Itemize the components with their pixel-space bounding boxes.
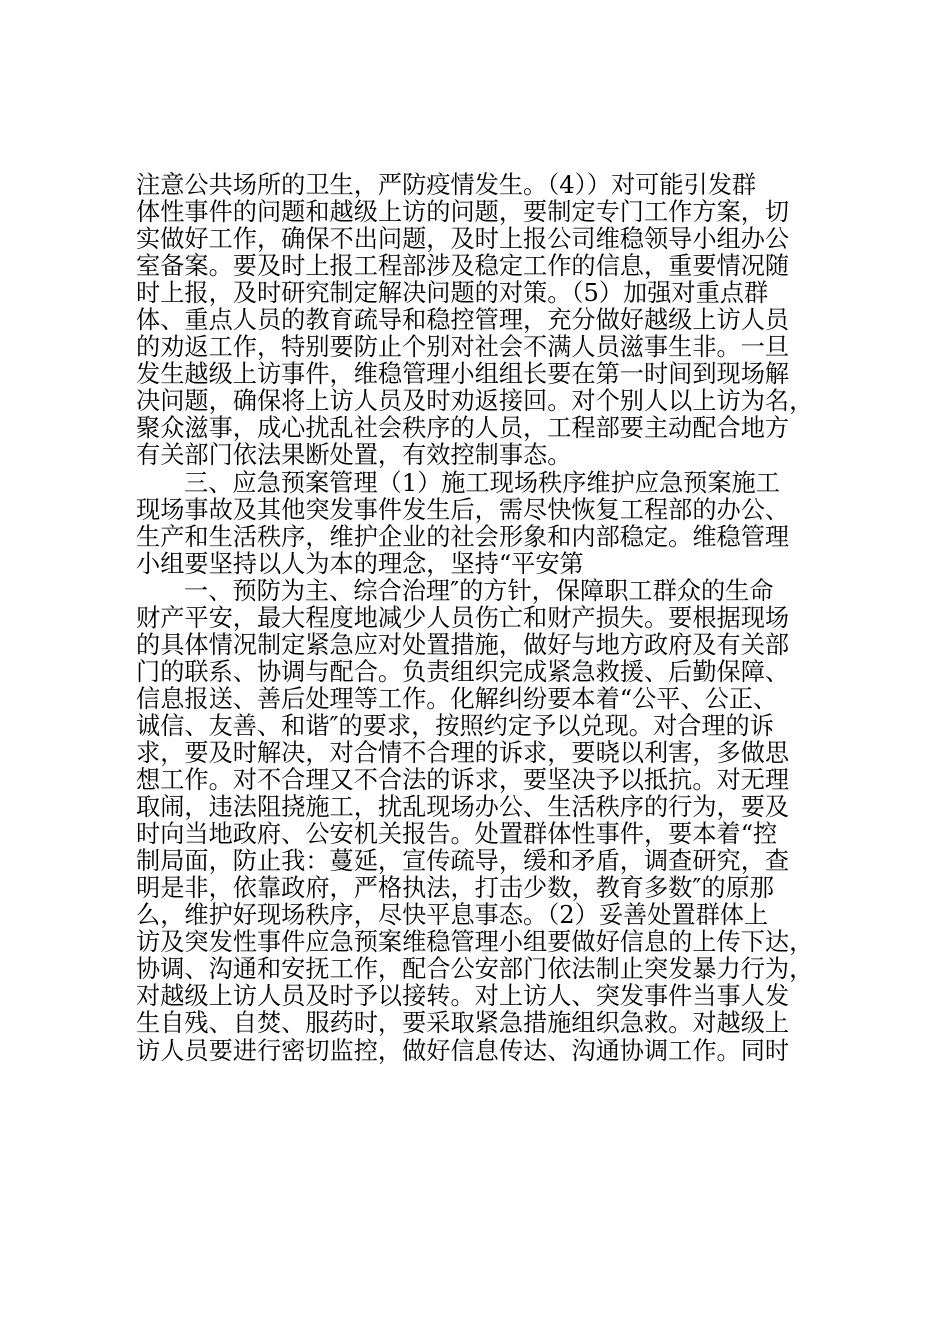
paragraph-start-line: 一、预防为主、综合治理″的方针，保障职工群众的生命 bbox=[184, 576, 774, 605]
text-line: 财产平安，最大程度地减少人员伤亡和财产损失。要根据现场 bbox=[136, 603, 790, 632]
text-line: 体、重点人员的教育疏导和稳控管理，充分做好越级上访人员 bbox=[136, 306, 790, 335]
text-line: 聚众滋事，成心扰乱社会秩序的人员，工程部要主动配合地方 bbox=[136, 414, 790, 443]
text-line: 时上报，及时研究制定解决问题的对策。（5）加强对重点群 bbox=[136, 279, 769, 308]
text-line: 协调、沟通和安抚工作，配合公安部门依法制止突发暴力行为， bbox=[136, 955, 814, 984]
text-line: 决问题，确保将上访人员及时劝返接回。对个别人以上访为名， bbox=[136, 387, 814, 416]
text-line: 发生越级上访事件，维稳管理小组组长要在第一时间到现场解 bbox=[136, 360, 790, 389]
text-line: 制局面，防止我：蔓延，宣传疏导，缓和矛盾，调查研究，查 bbox=[136, 847, 790, 876]
section-heading-line: 三、应急预案管理（1）施工现场秩序维护应急预案施工 bbox=[184, 468, 780, 497]
text-line: 时向当地政府、公安机关报告。处置群体性事件，要本着“控 bbox=[136, 820, 778, 849]
text-line: 取闹，违法阻挠施工，扰乱现场办公、生活秩序的行为，要及 bbox=[136, 793, 790, 822]
text-line: 生产和生活秩序，维护企业的社会形象和内部稳定。维稳管理 bbox=[136, 522, 790, 551]
text-line: 对越级上访人员及时予以接转。对上访人、突发事件当事人发 bbox=[136, 982, 790, 1011]
text-line: 访人员要进行密切监控，做好信息传达、沟通协调工作。同时 bbox=[136, 1036, 790, 1065]
text-line: 的劝返工作，特别要防止个别对社会不满人员滋事生非。一旦 bbox=[136, 333, 790, 362]
text-line: 想工作。对不合理又不合法的诉求，要坚决予以抵抗。对无理 bbox=[136, 766, 790, 795]
text-line: 室备案。要及时上报工程部涉及稳定工作的信息，重要情况随 bbox=[136, 252, 790, 281]
text-line: 体性事件的问题和越级上访的问题，要制定专门工作方案，切 bbox=[136, 198, 790, 227]
text-line: 明是非，依靠政府，严格执法，打击少数，教育多数″的原那 bbox=[136, 874, 774, 903]
body-text bbox=[136, 172, 836, 1065]
text-line: 有关部门依法果断处置，有效控制事态。 bbox=[136, 441, 572, 470]
text-line: 注意公共场所的卫生，严防疫情发生。（4））对可能引发群 bbox=[136, 171, 757, 199]
text-line: 现场事故及其他突发事件发生后，需尽快恢复工程部的办公、 bbox=[136, 495, 790, 524]
text-line: 信息报送、善后处理等工作。化解纠纷要本着“公平、公正、 bbox=[136, 684, 778, 713]
text-line: 实做好工作，确保不出问题，及时上报公司维稳领导小组办公 bbox=[136, 225, 790, 254]
text-line: 求，要及时解决，对合情不合理的诉求，要晓以利害，多做思 bbox=[136, 738, 790, 767]
text-line: 的具体情况制定紧急应对处置措施，做好与地方政府及有关部 bbox=[136, 630, 790, 659]
text-line: 生自残、自焚、服药时，要采取紧急措施组织急救。对越级上 bbox=[136, 1009, 790, 1038]
text-line: 诚信、友善、和谐″的要求，按照约定予以兑现。对合理的诉 bbox=[136, 711, 774, 740]
text-line: 小组要坚持以人为本的理念，坚持“平安第 bbox=[136, 549, 584, 578]
text-line: 么，维护好现场秩序，尽快平息事态。（2）妥善处置群体上 bbox=[136, 901, 769, 930]
text-line: 访及突发性事件应急预案维稳管理小组要做好信息的上传下达， bbox=[136, 928, 814, 957]
text-line: 门的联系、协调与配合。负责组织完成紧急救援、后勤保障、 bbox=[136, 657, 790, 686]
